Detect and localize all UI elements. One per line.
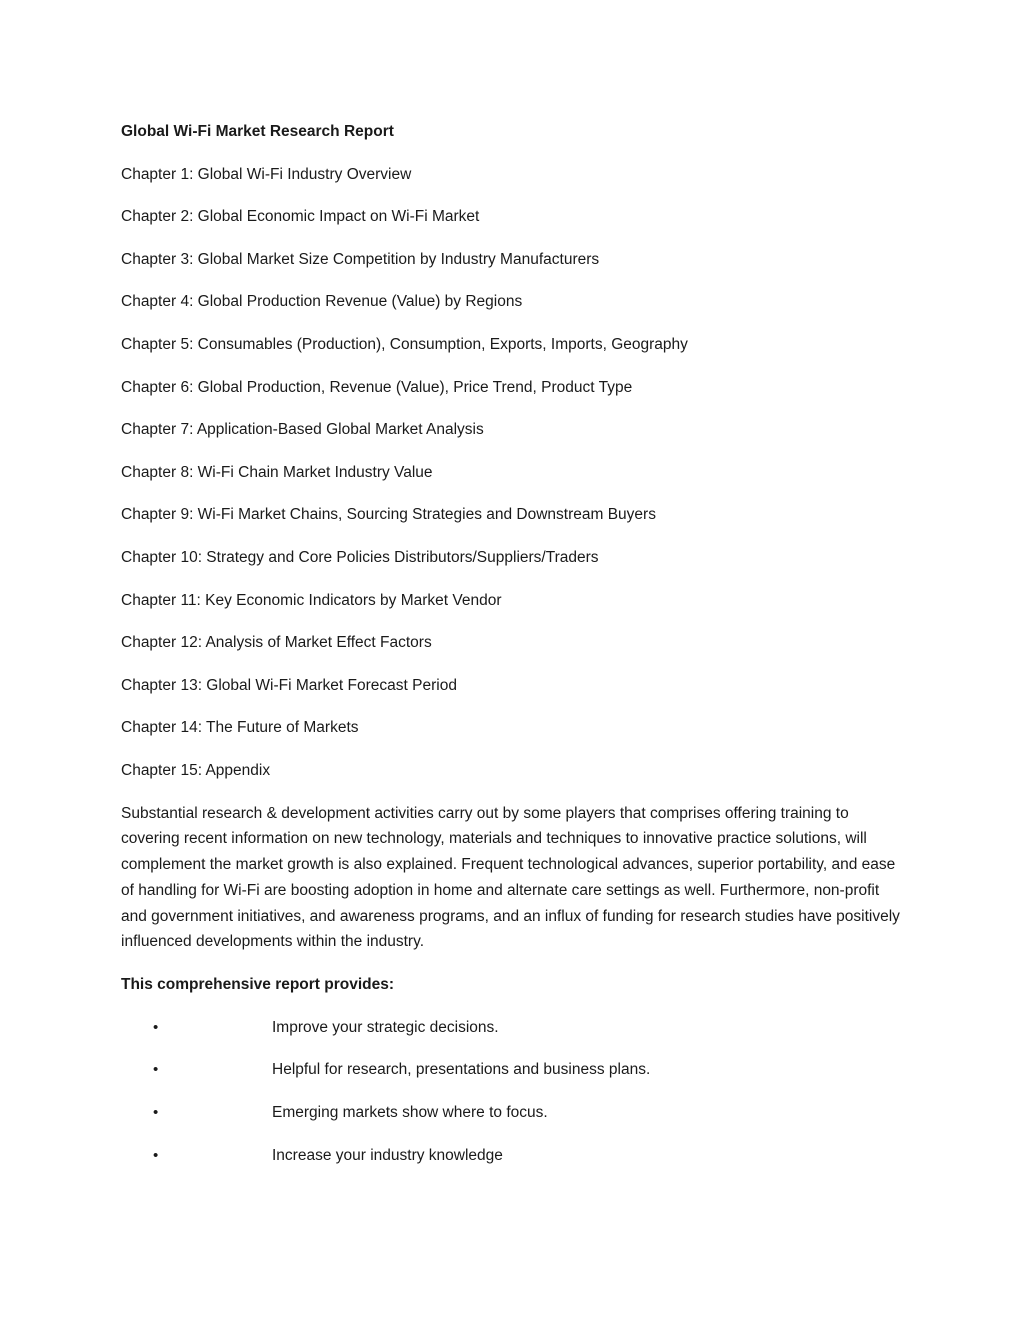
provides-heading: This comprehensive report provides: [121,976,395,994]
bullet-item [121,1015,906,1041]
body-paragraph: Substantial research & development activities carry out by some players that comprises offering training to covering recent information on new technology, materials and techniques to innovative practice solutions, will complement the market growth is also explained. Frequent technological advances, superior portability, and ease of handling for Wi-Fi are boosting adoption in home and alternate care settings as well. Furthermore, non-profit and government initiatives, and awareness programs, and an influx of funding for research studies have positively influenced developments within the industry. [121,804,900,951]
chapter-item: Chapter 2: Global Economic Impact on Wi-Fi Market [121,208,480,226]
bullet-list [121,1015,906,1169]
chapter-item: Chapter 9: Wi-Fi Market Chains, Sourcing Strategies and Downstream Buyers [121,506,656,524]
chapter-item: Chapter 4: Global Production Revenue (Value) by Regions [121,293,523,311]
bullet-text: Improve your strategic decisions. [272,1018,499,1036]
chapter-item: Chapter 5: Consumables (Production), Consumption, Exports, Imports, Geography [121,335,688,353]
chapter-item: Chapter 7: Application-Based Global Market Analysis [121,421,484,439]
bullet-icon: • [153,1104,159,1122]
bullet-icon: • [153,1018,159,1036]
bullet-item [121,1057,906,1083]
chapter-list [121,162,906,784]
document-title: Global Wi-Fi Market Research Report [121,123,394,140]
chapter-item: Chapter 14: The Future of Markets [121,719,359,737]
chapter-item: Chapter 15: Appendix [121,761,271,779]
bullet-icon: • [153,1146,159,1164]
chapter-item: Chapter 8: Wi-Fi Chain Market Industry Value [121,463,433,481]
chapter-item: Chapter 3: Global Market Size Competition by Industry Manufacturers [121,250,600,268]
bullet-text: Emerging markets show where to focus. [272,1104,548,1122]
chapter-item: Chapter 13: Global Wi-Fi Market Forecast Period [121,676,457,694]
chapter-item: Chapter 1: Global Wi-Fi Industry Overview [121,165,412,183]
bullet-item [121,1143,906,1169]
chapter-item: Chapter 10: Strategy and Core Policies Distributors/Suppliers/Traders [121,548,599,566]
chapter-item: Chapter 11: Key Economic Indicators by Market Vendor [121,591,502,609]
bullet-text: Increase your industry knowledge [272,1146,503,1164]
bullet-item [121,1100,906,1126]
bullet-text: Helpful for research, presentations and business plans. [272,1061,651,1079]
chapter-item: Chapter 12: Analysis of Market Effect Factors [121,634,432,652]
chapter-item: Chapter 6: Global Production, Revenue (Value), Price Trend, Product Type [121,378,633,396]
bullet-icon: • [153,1061,159,1079]
document-content [121,119,906,1169]
